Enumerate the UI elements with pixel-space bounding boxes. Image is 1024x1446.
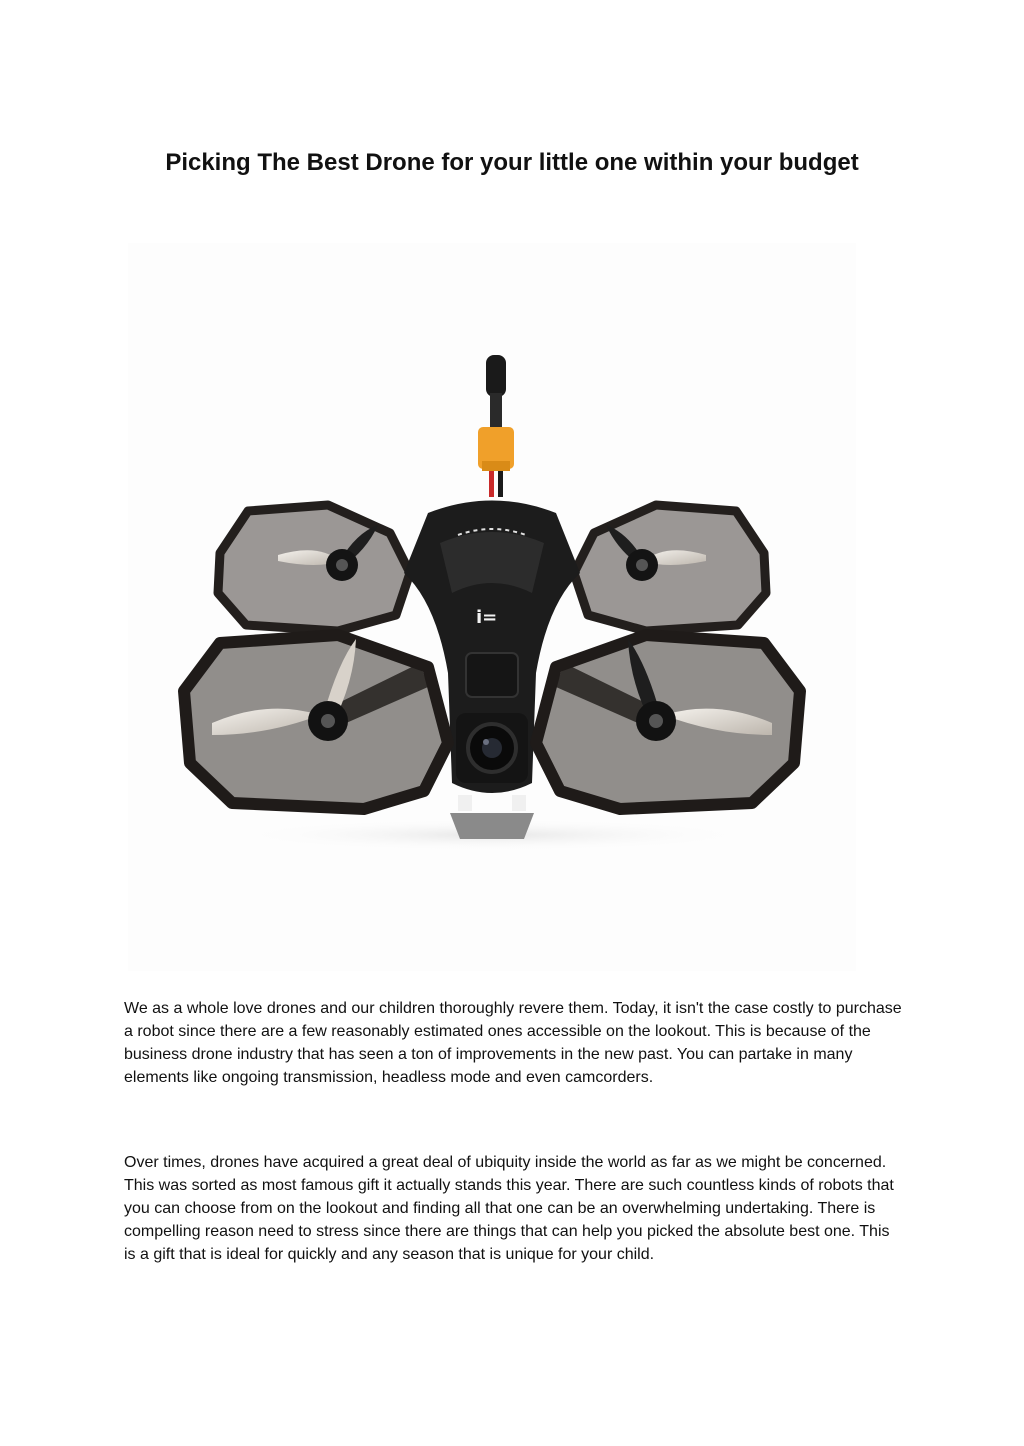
svg-text:i=: i= xyxy=(476,607,498,628)
rear-left-guard xyxy=(218,505,410,631)
drone-photo xyxy=(128,243,856,971)
rear-right-guard xyxy=(574,505,766,631)
page-title: Picking The Best Drone for your little one within your budget xyxy=(165,149,859,176)
drone-illustration xyxy=(128,243,856,971)
antenna-icon xyxy=(486,355,506,427)
camera-icon xyxy=(450,713,534,839)
paragraph-gift: Over times, drones have acquired a great deal of ubiquity inside the world as far as we might be concerned. This was sorted as most famous gift it actually stands this year. There are such countless kinds of robots that you can choose from on the lookout and finding all that one can be an overwhelming undertaking. There is compelling reason need to stress since there are things that can help you picked the absolute best one. This is a gift that is ideal for quickly and any season that is unique for your child. xyxy=(124,1154,894,1263)
paragraph-intro: We as a whole love drones and our children thoroughly revere them. Today, it isn't the case costly to purchase a robot since there are a few reasonably estimated ones accessible on the lookout. This is because of the business drone industry that has seen a ton of improvements in the new past. You can partake in many elements like ongoing transmission, headless mode and even camcorders. xyxy=(124,1000,902,1086)
battery-connector-icon xyxy=(478,427,514,497)
